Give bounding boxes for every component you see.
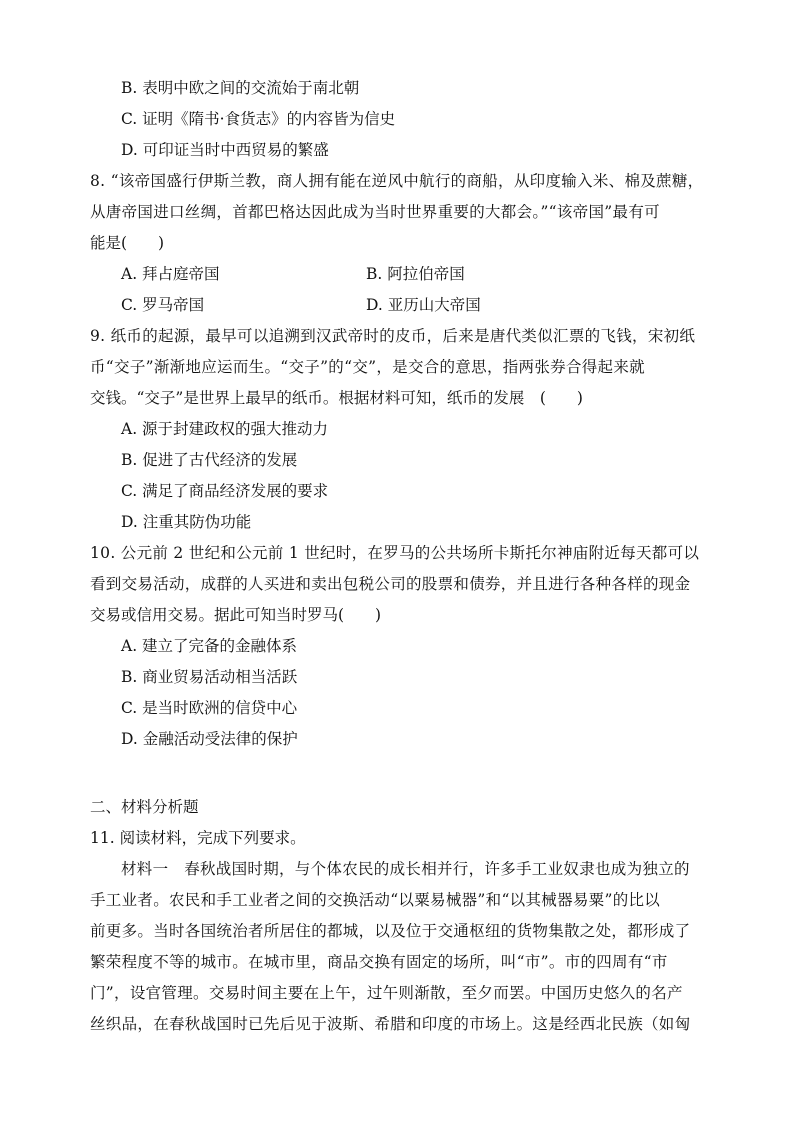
q7-option-b: B. 表明中欧之间的交流始于南北朝 bbox=[121, 79, 360, 97]
material-line-1: 材料一 春秋战国时期，与个体农民的成长相并行，许多手工业奴隶也成为独立的 bbox=[121, 860, 690, 878]
q10-option-d: D. 金融活动受法律的保护 bbox=[121, 730, 298, 748]
q8-stem-line-1: 8. “该帝国盛行伊斯兰教，商人拥有能在逆风中航行的商船，从印度输入米、棉及蔗糖， bbox=[90, 172, 704, 190]
material-line-5: 门”，设官管理。交易时间主要在上午，过午则渐散，至夕而罢。中国历史悠久的名产 bbox=[90, 984, 683, 1002]
q9-stem-line-1: 9. 纸币的起源，最早可以追溯到汉武帝时的皮币，后来是唐代类似汇票的飞钱，宋初纸 bbox=[90, 327, 696, 345]
q9-option-b: B. 促进了古代经济的发展 bbox=[121, 451, 298, 469]
material-line-6: 丝织品，在春秋战国时已先后见于波斯、希腊和印度的市场上。这是经西北民族（如匈 bbox=[90, 1015, 691, 1033]
q10-stem-line-2: 看到交易活动，成群的人买进和卖出包税公司的股票和债券，并且进行各种各样的现金 bbox=[90, 575, 691, 593]
material-line-3: 前更多。当时各国统治者所居住的都城，以及位于交通枢纽的货物集散之处，都形成了 bbox=[90, 922, 691, 940]
q8-option-d: D. 亚历山大帝国 bbox=[366, 296, 481, 314]
q10-stem-line-3: 交易或信用交易。据此可知当时罗马( ) bbox=[90, 606, 382, 624]
q8-option-a: A. 拜占庭帝国 bbox=[121, 265, 220, 283]
q7-option-d: D. 可印证当时中西贸易的繁盛 bbox=[121, 141, 329, 159]
q9-stem-line-2: 币“交子”渐渐地应运而生。“交子”的“交”，是交合的意思，指两张券合得起来就 bbox=[90, 358, 645, 376]
q8-stem-line-2: 从唐帝国进口丝绸，首都巴格达因此成为当时世界重要的大都会。”“该帝国”最有可 bbox=[90, 203, 660, 221]
q7-option-c: C. 证明《隋书·食货志》的内容皆为信史 bbox=[121, 110, 396, 128]
q9-option-a: A. 源于封建政权的强大推动力 bbox=[121, 420, 329, 438]
q8-option-b: B. 阿拉伯帝国 bbox=[366, 265, 465, 283]
q10-option-a: A. 建立了完备的金融体系 bbox=[121, 637, 298, 655]
q8-option-c: C. 罗马帝国 bbox=[121, 296, 205, 314]
q8-stem-line-3: 能是( ) bbox=[90, 234, 165, 252]
q9-option-d: D. 注重其防伪功能 bbox=[121, 513, 252, 531]
q10-option-b: B. 商业贸易活动相当活跃 bbox=[121, 668, 298, 686]
q10-stem-line-1: 10. 公元前 2 世纪和公元前 1 世纪时，在罗马的公共场所卡斯托尔神庙附近每天都可以 bbox=[90, 544, 700, 562]
q9-stem-line-3: 交钱。“交子”是世界上最早的纸币。根据材料可知，纸币的发展 ( ) bbox=[90, 389, 583, 407]
q11-title: 11. 阅读材料，完成下列要求。 bbox=[90, 829, 306, 847]
q10-option-c: C. 是当时欧洲的信贷中心 bbox=[121, 699, 298, 717]
q9-option-c: C. 满足了商品经济发展的要求 bbox=[121, 482, 329, 500]
material-line-4: 繁荣程度不等的城市。在城市里，商品交换有固定的场所，叫“市”。市的四周有“市 bbox=[90, 953, 668, 971]
material-line-2: 手工业者。农民和手工业者之间的交换活动“以粟易械器”和“以其械器易粟”的比以 bbox=[90, 891, 661, 909]
section-heading: 二、材料分析题 bbox=[90, 798, 199, 816]
